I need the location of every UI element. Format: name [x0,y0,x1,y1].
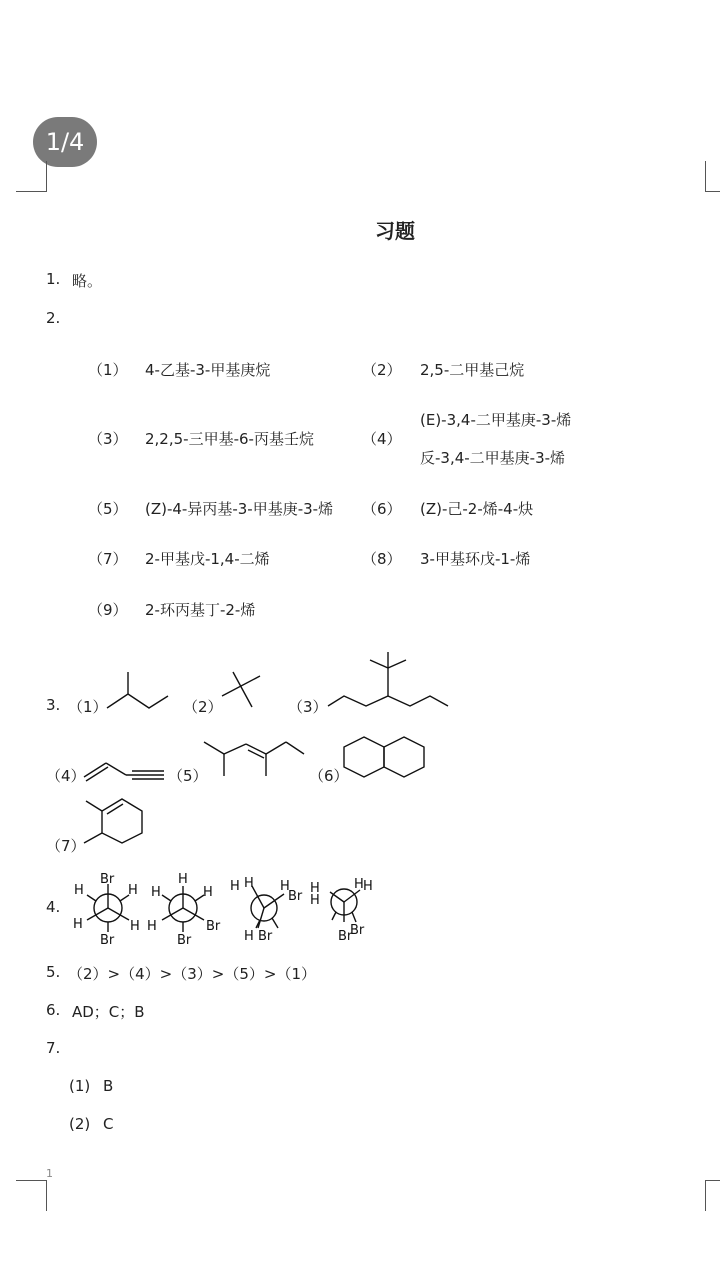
q7-item-answer: C [103,1115,114,1133]
structure-enyne [82,755,167,785]
svg-text:H: H [354,877,364,892]
q2-item-label: （2） [362,361,402,379]
q2-number: 2. [46,309,61,327]
svg-text:H: H [178,872,188,887]
svg-text:Br: Br [350,923,365,938]
q2-item-label: （9） [88,601,128,619]
q2-item-name-alt: 反-3,4-二甲基庚-3-烯 [420,449,566,467]
svg-text:H: H [363,879,373,894]
svg-text:H: H [230,879,240,894]
svg-text:Br: Br [206,919,221,934]
structure-2-methylbutane [105,668,170,713]
q4-number: 4. [46,898,61,916]
q2-item-name: 3-甲基环戊-1-烯 [420,550,531,568]
q7-number: 7. [46,1039,61,1057]
newman-projection-3 [228,872,310,946]
q2-item-name: 2-甲基戊-1,4-二烯 [145,550,270,568]
q3-label: （7） [46,837,86,855]
crop-mark-bottom-right [705,1180,720,1211]
svg-text:H: H [310,893,320,908]
q2-item-label: （6） [362,500,402,518]
svg-text:H: H [244,876,254,891]
svg-text:Br: Br [177,933,192,948]
q5-number: 5. [46,963,61,981]
crop-mark-top-right [705,161,720,192]
q3-label: （6） [309,767,349,785]
structure-neopentane [218,666,266,710]
svg-text:Br: Br [288,889,303,904]
q6-number: 6. [46,1001,61,1019]
q2-item-label: （1） [88,361,128,379]
structure-alkene [202,738,306,780]
q5-answer: （2）>（4）>（3）>（5）>（1） [68,965,316,983]
page-indicator-badge[interactable]: 1/4 [33,117,97,167]
page-title: 习题 [375,219,415,243]
structure-dimethylcyclohexene [80,797,146,849]
q2-item-name: (Z)-己-2-烯-4-炔 [420,500,534,518]
crop-mark-bottom-left [16,1180,47,1211]
q2-item-label: （8） [362,550,402,568]
q3-number: 3. [46,696,61,714]
q2-item-label: （7） [88,550,128,568]
svg-text:H: H [310,881,320,896]
structure-decalin [342,735,428,779]
q2-item-name: 2-环丙基丁-2-烯 [145,601,256,619]
q7-item-label: (2) [69,1115,91,1133]
q6-answer: AD；C；B [72,1003,145,1021]
page-number: 1 [46,1167,53,1180]
newman-projection-4 [308,872,390,946]
q3-label: （3） [288,698,328,716]
svg-text:Br: Br [100,872,115,887]
crop-mark-top-left [16,161,47,192]
q2-item-name: 2,2,5-三甲基-6-丙基壬烷 [145,430,314,448]
q2-item-name: 2,5-二甲基己烷 [420,361,525,379]
newman-projection-2 [143,868,233,948]
q2-item-label: （5） [88,500,128,518]
svg-text:H: H [147,919,157,934]
q1-answer: 略。 [72,272,103,290]
q2-item-name: (E)-3,4-二甲基庚-3-烯 [420,411,572,429]
q3-label: （4） [46,767,86,785]
q2-item-label: （3） [88,430,128,448]
svg-text:H: H [203,885,213,900]
q1-number: 1. [46,270,61,288]
svg-text:H: H [130,919,140,934]
svg-text:H: H [74,883,84,898]
newman-projection-1 [68,868,148,948]
q3-label: （5） [168,767,208,785]
svg-text:H: H [244,929,254,944]
q2-item-label: （4） [362,430,402,448]
svg-text:Br: Br [258,929,273,944]
svg-text:H: H [128,883,138,898]
q2-item-name: 4-乙基-3-甲基庚烷 [145,361,271,379]
q7-item-label: (1) [69,1077,91,1095]
svg-text:H: H [73,917,83,932]
structure-branched-alkane [326,650,452,714]
svg-text:Br: Br [100,933,115,948]
svg-text:H: H [280,879,290,894]
svg-text:H: H [151,885,161,900]
q3-label: （1） [68,698,108,716]
svg-text:Br: Br [338,929,353,944]
q3-label: （2） [183,698,223,716]
q2-item-name: (Z)-4-异丙基-3-甲基庚-3-烯 [145,500,334,518]
q7-item-answer: B [103,1077,114,1095]
